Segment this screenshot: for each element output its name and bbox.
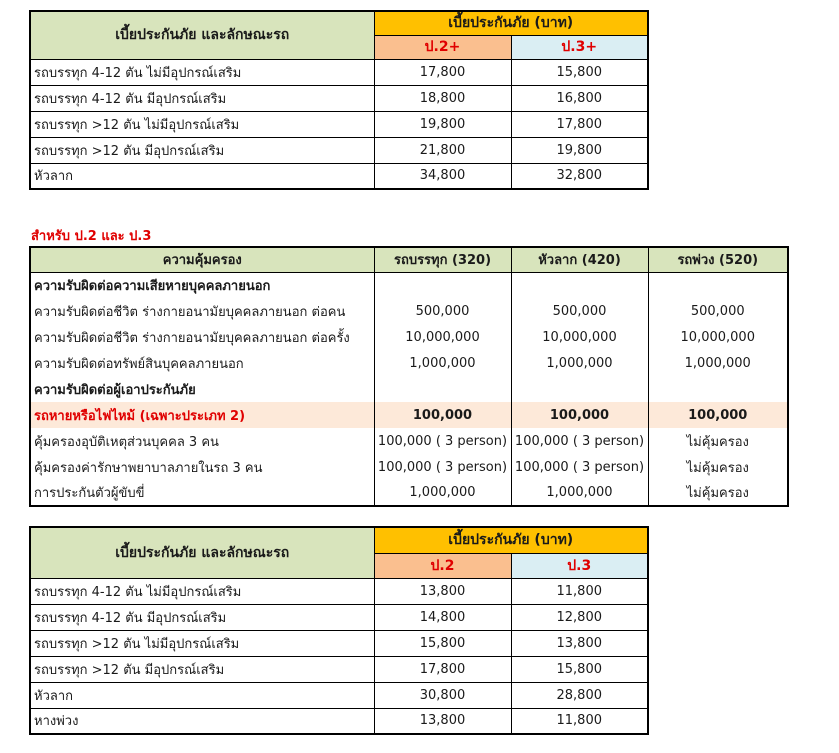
row-label: รถบรรทุก 4-12 ตัน มีอุปกรณ์เสริม <box>30 604 374 630</box>
coverage-row <box>30 480 788 506</box>
table-row <box>30 111 648 137</box>
empty-cell <box>648 272 788 298</box>
premium-value-b: 11,800 <box>511 578 648 604</box>
premium-value-a: 14,800 <box>374 604 511 630</box>
row-label: รถบรรทุก 4-12 ตัน ไม่มีอุปกรณ์เสริม <box>30 59 374 85</box>
group-title: ความรับผิดต่อความเสียหายบุคคลภายนอก <box>30 272 374 298</box>
trailer-value: ไม่คุ้มครอง <box>648 480 788 506</box>
premium-value-b: 16,800 <box>511 85 648 111</box>
row-label: รถบรรทุก >12 ตัน มีอุปกรณ์เสริม <box>30 137 374 163</box>
trailer-value: 500,000 <box>648 298 788 324</box>
premium-value-a: 34,800 <box>374 163 511 189</box>
row-label: รถบรรทุก >12 ตัน มีอุปกรณ์เสริม <box>30 656 374 682</box>
table-row <box>30 85 648 111</box>
coverage-label: ความรับผิดต่อชีวิต ร่างกายอนามัยบุคคลภายนอก ต่อครั้ง <box>30 324 374 350</box>
group-third-party <box>30 272 788 298</box>
table-row <box>30 163 648 189</box>
row-label: หัวลาก <box>30 163 374 189</box>
truck-header: รถบรรทุก (320) <box>374 247 511 272</box>
coverage-header: ความคุ้มครอง <box>30 247 374 272</box>
table-row <box>30 59 648 85</box>
group-title: ความรับผิดต่อผู้เอาประกันภัย <box>30 376 374 402</box>
trailer-header: รถพ่วง (520) <box>648 247 788 272</box>
coverage-label: ความรับผิดต่อทรัพย์สินบุคคลภายนอก <box>30 350 374 376</box>
table-row <box>30 630 648 656</box>
row-label: รถบรรทุก >12 ตัน ไม่มีอุปกรณ์เสริม <box>30 111 374 137</box>
header-col-a: ป.2+ <box>374 35 511 59</box>
tractor-value: 100,000 ( 3 person) <box>511 454 648 480</box>
coverage-table <box>29 246 789 507</box>
trailer-value: ไม่คุ้มครอง <box>648 454 788 480</box>
row-label: หางพ่วง <box>30 708 374 734</box>
premium-value-b: 11,800 <box>511 708 648 734</box>
header-col-b: ป.3+ <box>511 35 648 59</box>
truck-value: 10,000,000 <box>374 324 511 350</box>
premium-value-a: 30,800 <box>374 682 511 708</box>
premium-value-b: 17,800 <box>511 111 648 137</box>
tractor-header: หัวลาก (420) <box>511 247 648 272</box>
tractor-value: 1,000,000 <box>511 350 648 376</box>
header-premium: เบี้ยประกันภัย (บาท) <box>374 527 648 553</box>
row-label: รถบรรทุก 4-12 ตัน ไม่มีอุปกรณ์เสริม <box>30 578 374 604</box>
coverage-row <box>30 454 788 480</box>
premium-value-a: 17,800 <box>374 656 511 682</box>
premium-value-a: 21,800 <box>374 137 511 163</box>
tractor-value: 10,000,000 <box>511 324 648 350</box>
row-label: รถบรรทุก >12 ตัน ไม่มีอุปกรณ์เสริม <box>30 630 374 656</box>
coverage-label: รถหายหรือไฟไหม้ (เฉพาะประเภท 2) <box>30 402 374 428</box>
empty-cell <box>374 272 511 298</box>
premium-value-b: 19,800 <box>511 137 648 163</box>
premium-table-plus <box>29 10 649 190</box>
premium-value-b: 32,800 <box>511 163 648 189</box>
table-row <box>30 604 648 630</box>
premium-value-a: 18,800 <box>374 85 511 111</box>
header-col-b: ป.3 <box>511 553 648 578</box>
trailer-value: 1,000,000 <box>648 350 788 376</box>
header-premium: เบี้ยประกันภัย (บาท) <box>374 11 648 35</box>
premium-value-b: 13,800 <box>511 630 648 656</box>
truck-value: 1,000,000 <box>374 350 511 376</box>
coverage-row <box>30 324 788 350</box>
premium-value-a: 13,800 <box>374 578 511 604</box>
header-vehicle-type: เบี้ยประกันภัย และลักษณะรถ <box>30 527 374 578</box>
premium-value-a: 15,800 <box>374 630 511 656</box>
empty-cell <box>648 376 788 402</box>
trailer-value: ไม่คุ้มครอง <box>648 428 788 454</box>
premium-value-b: 28,800 <box>511 682 648 708</box>
header-vehicle-type: เบี้ยประกันภัย และลักษณะรถ <box>30 11 374 59</box>
table-row <box>30 682 648 708</box>
coverage-row <box>30 298 788 324</box>
tractor-value: 100,000 ( 3 person) <box>511 428 648 454</box>
tractor-value: 500,000 <box>511 298 648 324</box>
truck-value: 500,000 <box>374 298 511 324</box>
premium-value-b: 12,800 <box>511 604 648 630</box>
truck-value: 1,000,000 <box>374 480 511 506</box>
empty-cell <box>511 272 648 298</box>
truck-value: 100,000 ( 3 person) <box>374 428 511 454</box>
row-label: หัวลาก <box>30 682 374 708</box>
table-row <box>30 656 648 682</box>
coverage-label: คุ้มครองอุบัติเหตุส่วนบุคคล 3 คน <box>30 428 374 454</box>
group-insured <box>30 376 788 402</box>
empty-cell <box>374 376 511 402</box>
premium-value-b: 15,800 <box>511 656 648 682</box>
table-row <box>30 578 648 604</box>
table-row <box>30 137 648 163</box>
coverage-row <box>30 350 788 376</box>
truck-value: 100,000 ( 3 person) <box>374 454 511 480</box>
section-title: สำหรับ ป.2 และ ป.3 <box>31 229 152 244</box>
coverage-row <box>30 428 788 454</box>
coverage-label: การประกันตัวผู้ขับขี่ <box>30 480 374 506</box>
premium-value-a: 13,800 <box>374 708 511 734</box>
empty-cell <box>511 376 648 402</box>
tractor-value: 100,000 <box>511 402 648 428</box>
premium-value-a: 17,800 <box>374 59 511 85</box>
highlight-row <box>30 402 788 428</box>
trailer-value: 100,000 <box>648 402 788 428</box>
table-row <box>30 708 648 734</box>
premium-value-b: 15,800 <box>511 59 648 85</box>
row-label: รถบรรทุก 4-12 ตัน มีอุปกรณ์เสริม <box>30 85 374 111</box>
premium-value-a: 19,800 <box>374 111 511 137</box>
coverage-label: ความรับผิดต่อชีวิต ร่างกายอนามัยบุคคลภายนอก ต่อคน <box>30 298 374 324</box>
trailer-value: 10,000,000 <box>648 324 788 350</box>
premium-table <box>29 526 649 735</box>
coverage-label: คุ้มครองค่ารักษาพยาบาลภายในรถ 3 คน <box>30 454 374 480</box>
tractor-value: 1,000,000 <box>511 480 648 506</box>
truck-value: 100,000 <box>374 402 511 428</box>
header-col-a: ป.2 <box>374 553 511 578</box>
